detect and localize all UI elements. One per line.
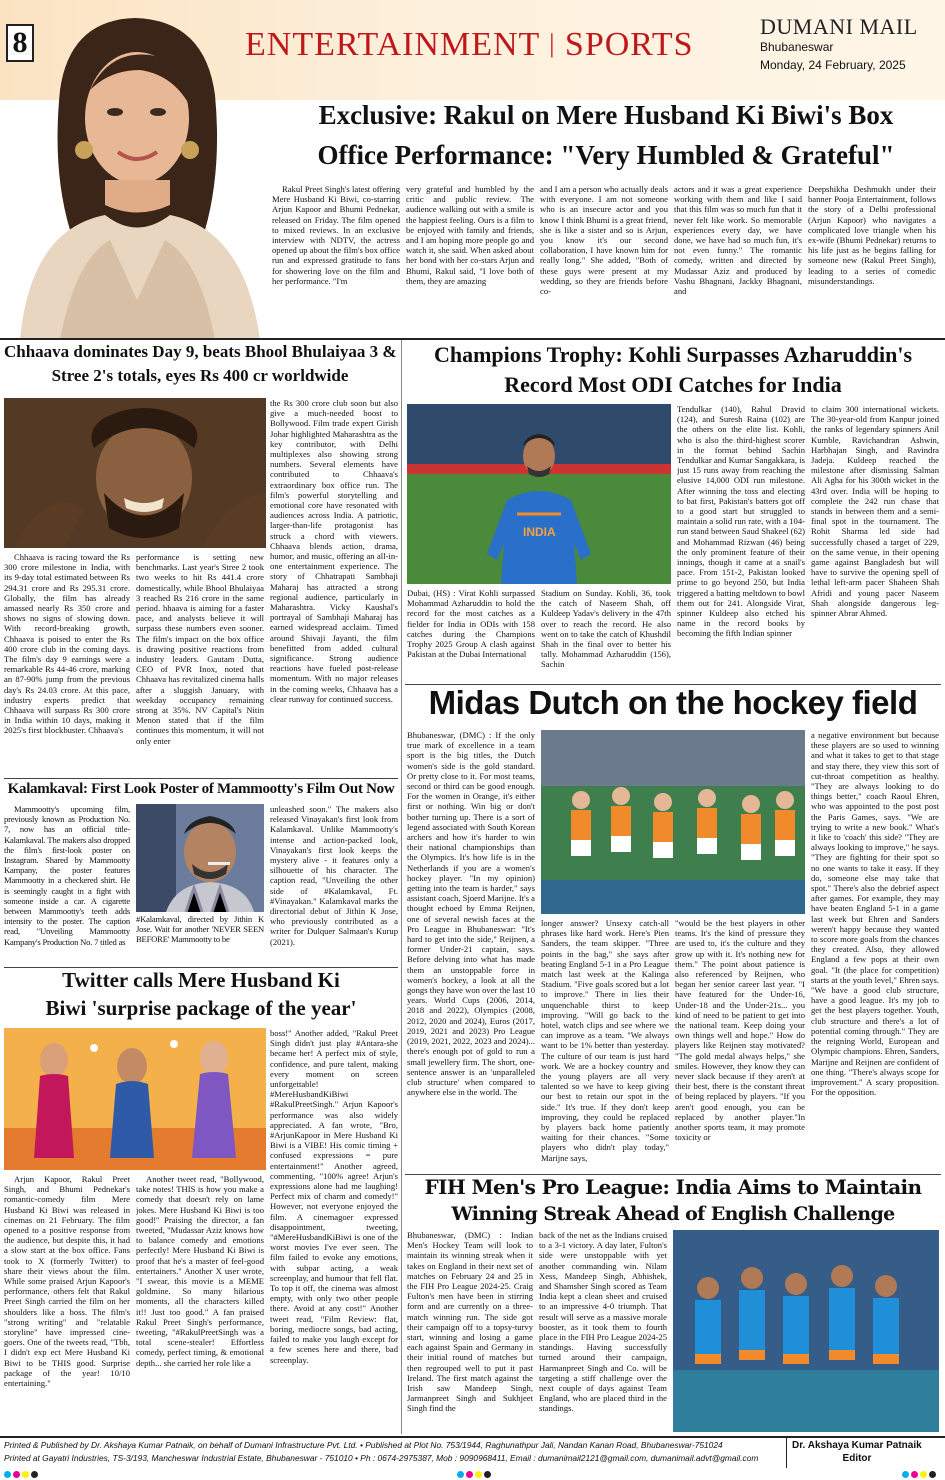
paper-name: DUMANI MAIL — [760, 14, 918, 39]
footer-editor-title: Editor — [842, 1453, 872, 1464]
rakul-portrait-image — [0, 0, 272, 340]
section-separator: | — [549, 29, 556, 58]
rule-after-chhaava — [4, 778, 398, 779]
rakul-headline-1: Exclusive: Rakul on Mere Husband Ki Biwi's Box — [318, 100, 894, 130]
kalamkaval-col-3: unleashed soon." The makers also released Vinayakan's first look from Kalamkaval. Unlike Mammootty's intense and action-packed look, Vinayakan's first look keeps the mystery alive - it features only a silhouette of his character. The caption read, "Unveiling the other side of #Kalamkaval, Ft. #Vinayakan." Kalamkaval marks the directorial debut of Jithin K Jose, who previously contributed as a writer for Dulquer Salmaan's Kurup (2021). — [270, 804, 398, 947]
india-hockey-team-image — [673, 1230, 939, 1432]
rakul-headline-2: Office Performance: "Very Humbled & Grateful" — [317, 140, 895, 170]
section-title — [245, 26, 694, 64]
registration-dots-corner-right — [900, 1470, 936, 1478]
page-number: 8 — [6, 24, 34, 62]
paper-date: Monday, 24 February, 2025 — [760, 58, 906, 72]
rakul-col-3: and I am a person who actually deals with everyone. I am not someone who is an insecure actor and you know I think Bhumi is a great friend, she is like a sister and so is Arjun, you know it's our second collaboration, I have known him for really long." She added, "Both of these guys were present at my wedding, so they are friends before co- — [540, 184, 668, 297]
chhaava-headline-2: Stree 2's totals, eyes Rs 400 cr worldwide — [51, 366, 349, 385]
rakul-col-1: Rakul Preet Singh's latest offering Mere Husband Ki Biwi, co-starring Arjun Kapoor and Bhumi Pednekar, released on Friday. The film opened to mixed reviews. In an exclusive interview with NDTV, the actress opened up about the film's box office run and expressed gratitude to fans for showering love on the film and her performance. "I'm — [272, 184, 400, 286]
twitter-col-1: Arjun Kapoor, Rakul Preet Singh, and Bhumi Pednekar's romantic-comedy film Mere Husband Ki Biwi was released in cinemas on 21 February. The film opened to a positive response from the audience, but despite this, it had a slow start at the box office. Fans took to X (formerly Twitter) to share their views about the film. While some praised Arjun Kapoor's performance, others felt that Rakul Preet Singh carried the film on her shoulders like a boss. The film's "strong writing" and "relatable storyline" have impressed cine-goers. One of the tweets read, "Tbh, I didn't exp ect Mere Husband Ki Biwi to be THIS good. Surprise package of the year! 10/10 entertaining." — [4, 1174, 130, 1389]
chhaava-col-2: performance is setting new benchmarks. Last year's Stree 2 took two weeks to hit Rs 441.4 crore domestically, while Bhool Bhulaiyaa 3 reached Rs 216 crore in the same period. hhaava is aiming for a faster pace, and analysts believe it will surpass these numbers even sooner. The film's impact on the box office is drawing positive reactions from industry leaders. Gautam Dutta, CEO of PVR Inox, noted that Chhaava has revitalized cinema halls after a sluggish January, with weekday occupancy remaining strong at 35%. NV Capital's Nitin Menon stated that if the film continues this momentum, it will not only enter — [136, 552, 264, 746]
twitter-col-3: boss!" Another added, "Rakul Preet Singh didn't just play #Antara-she became her! A perfect mix of style, confidence, and pure talent, making every moment on screen unforgettable! #MereHusbandKiBiwi #RakulPreetSingh." Arjun Kapoor's performance was also widely appreciated. A fan wrote, "Bro, #ArjunKapoor in Mere Husband Ki Biwi is a VIBE! His comic timing + confused expressions = pure entertainment!" Another agreed, commenting, "100% agree! Arjun's expressions alone had me laughing! Perfect mix of charm and comedy!" However, not everyone enjoyed the film. A cinemagoer expressed disappointment, tweeting, "#MereHusbandKiBiwi is one of the worst movies I've ever seen. The film failed to evoke any emotions, with subpar acting, a weak screenplay, and humour that fell flat. To top it off, the cinema was almost empty, with only two other people there. Avoid at any cost!" Another tweet read, "Film Review: flat, boring, mediocre songs, bad acting, failed to make you laugh except for a few scenes here and there, bad screenplay. — [270, 1028, 398, 1365]
kalamkaval-headline: Kalamkaval: First Look Poster of Mammootty's Film Out Now — [7, 781, 395, 797]
kohli-headline-1: Champions Trophy: Kohli Surpasses Azharuddin's — [433, 342, 913, 367]
kohli-col-3: Tendulkar (140), Rahul Dravid (124), and Suresh Raina (102) are the others on the elite list. Kohli, who is also the third-highest scorer in the format behind Sachin Tendulkar and Kumar Sangakkara, is just 15 runs away from reaching the elusive 14,000 ODI run milestone. After winning the toss and electing to bat first, Pakistan's batters got off to a good start but struggled to maintain a solid run rate, with a 104-run stand between Saud Shakeel (62) and Mohammad Rizwan (46) being the only prominent feature of their innings, though it came at a snail's pace. From 151-2, Pakistan looked prime to go beyond 250, but India triggered a batting meltdown to bowl them out for 241. Alongside Virat, spinner Kuldeep also etched his name in the record books by becoming the fifth Indian spinner — [677, 404, 805, 639]
footer-rule — [0, 1436, 945, 1438]
fih-col-2: back of the net as the Indians cruised to a 3-1 victory. A day later, Fulton's side were unstoppable with yet another commanding win. Nilam Xess, Mandeep Singh, Abhishek, and Shamsher Singh scored as Team India kept a clean sheet and cruised to an impressive 4-0 triumph. That result will serve as a massive morale booster, as it took them to fourth place in the FIH Pro League 2024-25 standings. Having successfully turned around their campaign, Harmanpreet Singh and Co. will be targeting a stiff challenge over the next couple of days against Team England, who are placed third in the standings. — [539, 1230, 667, 1414]
kohli-col-1: Dubai, (HS) : Virat Kohli surpassed Mohammad Azharuddin to hold the record for the most catches as a fielder for India in ODIs with 158 catches during the Champions Trophy 2025 Group A clash against Pakistan at the Dubai International — [407, 588, 535, 660]
chhaava-headline-1: Chhaava dominates Day 9, beats Bhool Bhulaiyaa 3 & — [4, 342, 397, 361]
kohli-photo-image — [407, 404, 671, 584]
midas-col-1: Bhubaneswar, (DMC) : If the only true mark of excellence in a team sport is the big titles, the Dutch women's side is the gold standard. Or pretty close to it. For most teams, second or third can be good enough. For the women in Orange, it's either first or nothing. Win big or don't bother turning up. There is a sort of legend associated with South Korean archers and how it's harder to win their national championships than the Olympics. It's how life is in the Netherlands if you are a women's hockey player. "In my opinion) getting into the team is harder," says assistant coach, Sjoerd Marijne. It's a thought echoed by Emma Reijnen, one of several newish faces at the Pro League in Bhubaneswar: "It's hard to get into the side," Reijnen, a former Under-21 captain, says. Before delving into what has made them an unstoppable force in women's hockey, a look at all the gongs they have won over the last 10 years. World Cups (2006, 2014, 2018 and 2022), Olympics (2008, 2012, 2020 and 2024), Euros (2017, 2019, 2021 and 2023) Pro League (2019, 2021, 2022, 2023 and 2024)... there's enough pot of gold to run a small jewellery firm. The short, one-sentence answer is an 'unparalleled club structure' when compared to anywhere else in the world. The — [407, 730, 535, 1098]
rule-after-rakul — [0, 338, 945, 340]
chhaava-col-1: Chhaava is racing toward the Rs 300 crore milestone in India, with its 9-day total estimated between Rs 294.31 crore and Rs 295.31 crore. Globally, the film has already amassed nearly Rs 350 crore and shows no signs of slowing down. With record-breaking growth, Chhaava is poised to enter the Rs 400 crore club in the coming days. The film's day 9 earnings were a remarkable Rs 44-46 crore, marking an 87-90% jump from the previous day's Rs 24.03 crore. At this pace, industry experts predict that Chhaava will surpass Rs 300 crore in India within 10 days, making it 2025's first blockbuster. Chhaava's — [4, 552, 130, 736]
twitter-headline-2: Biwi 'surprise package of the year' — [45, 996, 357, 1020]
column-divider — [401, 340, 402, 1434]
kohli-headline-2: Record Most ODI Catches for India — [504, 372, 842, 397]
twitter-col-2: Another tweet read, "Bollywood, take notes! THIS is how you make a comedy that doesn't rely on lame jokes. Mere Husband Ki Biwi is too good!" Praising the director, a fan tweeted, "Mudassar Aziz knows how to balance comedy and emotions perfectly! Mere Husband Ki Biwi is proof that he's a master of feel-good entertainers." Another X user wrote, "I swear, this movie is a MEME goldmine. So many hilarious moments, all the characters killed it!! Just too good." A fan praised Rakul Preet Singh's performance, tweeting, "#RakulPreetSingh was a total scene-stealer! Effortless comedy, perfect timing, & emotional depth... she carried her role like a — [136, 1174, 264, 1368]
registration-dots-corner-left — [2, 1470, 38, 1478]
fih-headline-1: FIH Men's Pro League: India Aims to Maintain — [424, 1175, 922, 1199]
kalamkaval-col-1: Mammootty's upcoming film, previously known as Production No. 7, now has an official title-Kalamkaval. The makers also dropped the film's first-look poster on Instagram. Shared by Mammootty Kampany, the poster features Mammootty in a checkered shirt. He is seemingly caught in a fight with someone inside a car. A cigarette between Mammootty's teeth adds intensity to the poster. The caption read, "Unveiling Mammootty Kampany's Production No. 7 titled as — [4, 804, 130, 947]
paper-city: Bhubaneswar — [760, 40, 834, 54]
midas-headline: Midas Dutch on the hockey field — [428, 684, 918, 721]
kohli-col-2: Stadium on Sunday. Kohli, 36, took the catch of Naseem Shah, off Kuldeep Yadav's delivery in the 47th over to reach the record. He also went on to take the catch of Khushdil Shah in the final over to better his tally. Mohammad Azharuddin (156), Sachin — [541, 588, 671, 670]
fih-col-1: Bhubaneswar, (DMC) : Indian Men's Hockey Team will look to maintain its winning streak when it takes on England in their next set of matches on February 24 and 25 in the FIH Pro League 2024-25. Craig Fulton's men have been in stirring form and are currently on a three-match winning run. The side got their campaign off to a topsy-turvy start, winning and losing a game each against Spain and Germany in their initial round of matches but then regrouped well to put it past Ireland. The first match against the Irish saw Mandeep Singh, Jarmanpreet Singh and Sukhjeet Singh find the — [407, 1230, 533, 1414]
svg-text:INDIA: INDIA — [523, 525, 556, 539]
footer-line-2: Printed at Gayatri Industries, TS-3/193, Mancheswar Industrial Estate, Bhubaneswar - 751010 • Ph : 0674-2975387, Mob : 9090968411, Email : dumanimail2121@gmail.com, dumanimail.advt@gmail.com — [4, 1453, 759, 1463]
footer-divider — [786, 1438, 787, 1468]
chhaava-col-3: the Rs 300 crore club soon but also give a much-needed boost to Bollywood. Film trade expert Girish Johar highlighted Maharashtra as the key contributor, with Delhi multiplexes also showing strong numbers. Several elements have contributed to Chhaava's extraordinary box office run. The film's powerful storytelling and emotional core have resonated with audiences across India. A patriotic, larger-than-life protagonist has struck a chord with viewers. Chhaava blends action, drama, humor, and music, offering an all-in-one entertainment experience. The story of Chhatrapati Sambhaji Maharaj has attracted a strong regional audience, particularly in Maharashtra. Vicky Kaushal's portrayal of Sambhaji Maharaj has earned widespread acclaim. Timed around Shivaji Jayanti, the film benefitted from added cultural significance. Strong audience reactions have fueled post-release momentum. With no major releases in the coming weeks, Chhaava has a clear runway for continued success. — [270, 398, 398, 704]
dutch-hockey-team-image — [541, 730, 805, 914]
rakul-col-5: Deepshikha Deshmukh under their banner Pooja Entertainment, follows the story of a Delhi professional (Arjun Kapoor) who navigates a complicated love triangle when his ex-wife (Bhumi Pednekar) returns to his life just as he begins falling for someone new (Rakul Preet Singh), leading to a series of comedic misunderstandings. — [808, 184, 936, 286]
section-entertainment: ENTERTAINMENT — [245, 26, 540, 63]
rakul-col-4: actors and it was a great experience working with them and like I said that this film was so much fun that it never felt like work. So memorable experiences every day, we have done, we have had so much fun, it's not even funny." The romantic comedy, written and directed by Mudassar Aziz and produced by Vashu Bhagnani, Jackky Bhagnani, and — [674, 184, 802, 297]
kalamkaval-poster-image — [136, 804, 264, 912]
twitter-headline-1: Twitter calls Mere Husband Ki — [62, 968, 340, 992]
midas-col-4: a negative environment but because these players are so used to winning and what it takes to get to that stage and stay there, they view this sort of cut-throat competition as healthy. "They are always looking to do things better," coach Raoul Ehren, who was appointed to the post post the Paris Games, says. "We are trying to write a new book." What's it like to 'coach' this side? "They are always looking to improve," he says. "They are fighting for their spot so no one wants to take it easy. If they do, someone else may take that spot." There's also the debrief aspect after games. For example, they may have beaten England 5-1 in a game last week but Ehren and Sanders weren't happy because they wanted to score more goals from the chances they created. Also, they allowed England a few pops at their own goal. "It (the place for competition) starts at the youth level," Ehren says. "We have a good club structure, have a good league. It's my job to get the best players together. Youth, club structure and there's a lot of potential coming through." They are the reigning World, European and Olympic champions. Ehren, Sanders, Marijne and Reijnen are confident of one thing. "There's always scope for improvement." A scary proposition. For the opposition. — [811, 730, 939, 1098]
midas-col-2: longer answer? Unsexy catch-all phrases like hard work. Here's Pien Sanders, the team skipper. "Three points in the bag," she says after beating England 5-1 in a Pro League match last week at the Kalinga Stadium. "Five goals scored but a lot to improve." There in lies their unquenchable thirst to keep improving. "Will go back to the hotel, watch clips and see where we can improve as a team. "We always want to be 1% better than yesterday. The culture of our team is just hard work. We are a hockey country and the young players are all very talented so we have to keep giving our best to retain our spot in the side." It's true. If they don't keep improving, they could be replaced by players back home patiently waiting for their chances. "Some players who didn't play today," Marijne says, — [541, 918, 669, 1163]
registration-dots — [0, 1470, 945, 1480]
midas-col-3: "would be the best players in other teams. It's the kind of pressure they are used to, it's the culture and they grow up with it. It's nothing new for them." The point about patience is also referenced by Reijnen, who began her senior career last year. "I have featured for the Under-16, Under-18 and the Under-21s... you kind of need to be patient to get into the national team. Keep doing your own things well and hope." How do players like Reijnen stay motivated? "The gold medal always helps," she smiles. However, they know they can never slack because if they aren't at their best, there is the constant threat of being replaced by players. "If you aren't good enough, you can be replaced by another player."In another sports team, it may promote toxicity or — [675, 918, 805, 1143]
section-sports: SPORTS — [564, 26, 694, 63]
chhaava-still-image — [4, 398, 266, 548]
kohli-col-4: to claim 300 international wickets. The 30-year-old from Kanpur joined the ranks of legendary spinners Anil Kumble, Ravichandran Ashwin, Harbhajan Singh, and Ravindra Jadeja. Kuldeep reached the milestone after dismissing Salman Ali Agha for his 300th wicket in the 43rd over. India will be hoping to complete the 242 run chase that stands in between them and a semi-final spot in the tournament. The Rohit Sharma led side had successfully chased a target of 229, on the same venue, in their opening game against Bangladesh but will have to survive the opening spell of lethal left-arm pacer Shaheen Shah Afridi and young pacer Naseem Shah alongside dangerous leg-spinner Abrar Ahmed. — [811, 404, 939, 619]
fih-headline-2: Winning Streak Ahead of English Challenge — [451, 1203, 895, 1225]
footer-line-1: Printed & Published by Dr. Akshaya Kumar Patnaik, on behalf of Dumani Infrastructure Pvt. Ltd. • Published at Plot No. 753/1944, Raghunathpur Jali, Nandan Kanan Road, Bhubaneswar-751024 — [4, 1440, 723, 1450]
kalamkaval-caption: #Kalamkaval, directed by Jithin K Jose. Wait for another 'NEVER SEEN BEFORE' Mammootty to be — [136, 914, 264, 945]
rakul-col-2: very grateful and humbled by the critic and public review. The audience walking out with a smile is the happiest feeling. Ours is a film to be enjoyed with family and friends, and I am hoping more people go and watch it, she said. When asked about her bond with her co-stars Arjun and Bhumi, Rakul said, "I love both of them, they are amazing — [406, 184, 534, 286]
footer-editor-name: Dr. Akshaya Kumar Patnaik — [792, 1440, 922, 1451]
mere-husband-poster-image — [4, 1028, 266, 1170]
